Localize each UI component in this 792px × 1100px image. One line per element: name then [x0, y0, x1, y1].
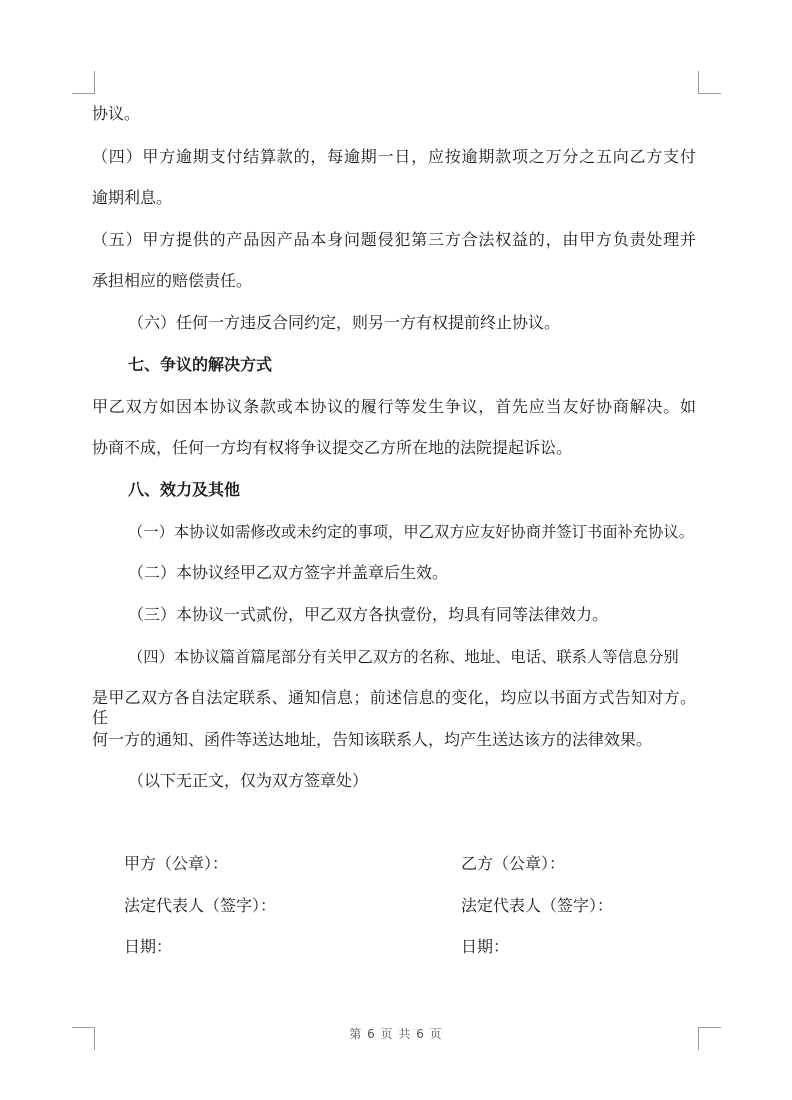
section-heading: 七、争议的解决方式 [128, 355, 273, 374]
paragraph-line: 承担相应的赔偿责任。 [92, 271, 253, 290]
party-a-seal-label: 甲方（公章）： [124, 854, 229, 873]
paragraph-line: （四）本协议篇首篇尾部分有关甲乙双方的名称、地址、电话、联系人等信息分别 [128, 648, 679, 666]
party-b-date-label: 日期： [461, 937, 510, 956]
page-number: 第 6 页 共 6 页 [349, 1027, 443, 1041]
paragraph-line: 协商不成，任何一方均有权将争议提交乙方所在地的法院提起诉讼。 [92, 438, 573, 457]
paragraph-line: （以下无正文，仅为双方签章处） [128, 771, 369, 790]
party-b-representative-label: 法定代表人（签字）： [461, 896, 614, 915]
party-b-seal-label: 乙方（公章）： [461, 854, 566, 873]
paragraph-line: 协议。 [92, 104, 141, 123]
party-a-representative-label: 法定代表人（签字）： [124, 896, 277, 915]
paragraph-line: （六）任何一方违反合同约定，则另一方有权提前终止协议。 [128, 313, 561, 332]
paragraph-line: 是甲乙双方各自法定联系、通知信息；前述信息的变化，均应以书面方式告知对方。任 [92, 688, 696, 727]
corner-mark-top-left [72, 71, 95, 94]
paragraph-line: 甲乙双方如因本协议条款或本协议的履行等发生争议，首先应当友好协商解决。如 [92, 397, 696, 416]
section-heading: 八、效力及其他 [128, 480, 241, 499]
paragraph-line: 逾期利息。 [92, 188, 173, 207]
party-a-date-label: 日期： [124, 937, 173, 956]
paragraph-line: （四）甲方逾期支付结算款的，每逾期一日，应按逾期款项之万分之五向乙方支付 [92, 147, 696, 166]
corner-mark-top-right [698, 71, 721, 94]
paragraph-line: （一）本协议如需修改或未约定的事项，甲乙双方应友好协商并签订书面补充协议。 [128, 523, 694, 541]
paragraph-line: （五）甲方提供的产品因产品本身问题侵犯第三方合法权益的，由甲方负责处理并 [92, 230, 696, 249]
paragraph-line: 何一方的通知、函件等送达地址，告知该联系人，均产生送达该方的法律效果。 [92, 730, 653, 749]
paragraph-line: （二）本协议经甲乙双方签字并盖章后生效。 [128, 563, 449, 582]
paragraph-line: （三）本协议一式贰份，甲乙双方各执壹份，均具有同等法律效力。 [128, 605, 609, 624]
